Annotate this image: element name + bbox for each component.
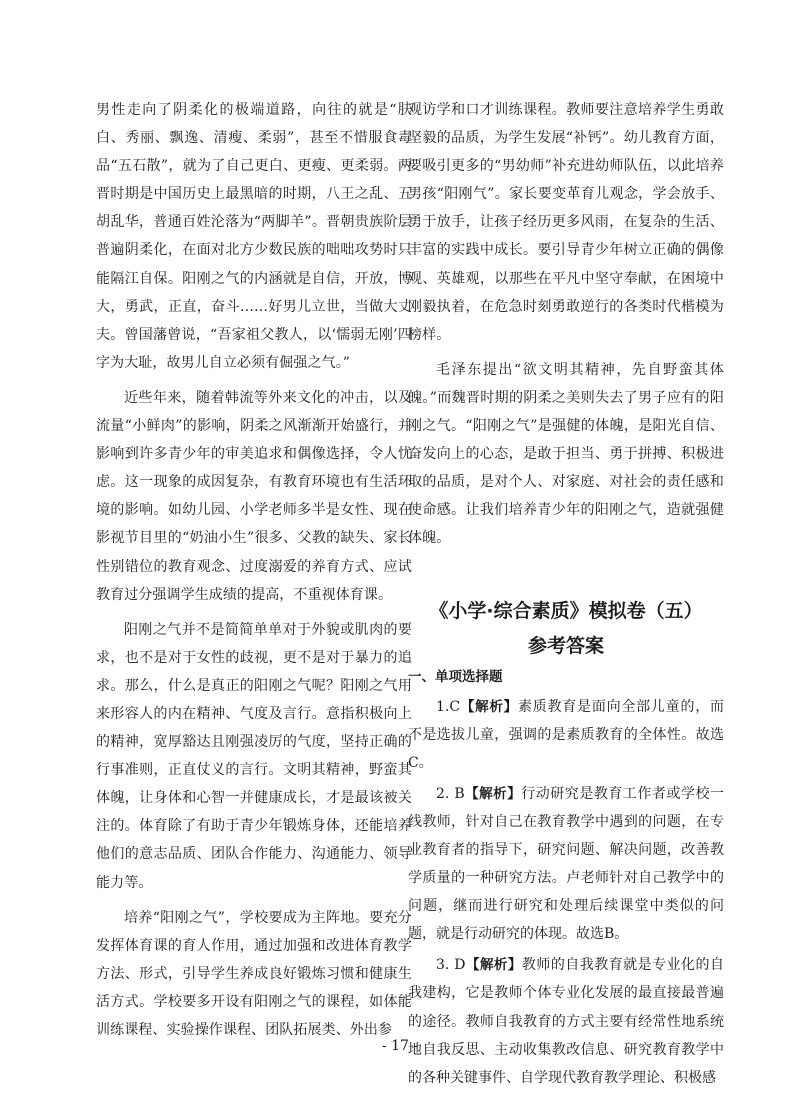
essay-paragraph: 男性走向了阴柔化的极端道路，向往的就是“肤白、秀丽、飘逸、清瘦、柔弱”，甚至不惜服食毒品“五石散”，就为了自己更白、更瘦、更柔弱。两晋时期是中国历史上最黑暗的时期，八王之乱、五胡乱华，普通百姓沦落为“两脚羊”。晋朝贵族阶层普遍阴柔化，在面对北方少数民族的咄咄攻势时只能隔江自保。阳刚之气的内涵就是自信，开放，博大，勇武，正直，奋斗……好男儿立世，当做大丈夫。曾国藩曾说，“吾家祖父教人，以‘懦弱无刚’四字为大耻，故男儿自立必须有倔强之气。” [96,102,412,371]
answer-tag: 【解析】 [460,698,518,715]
right-column [408,96,724,1092]
answer-number: 3. D [436,957,466,974]
answer-item [408,951,724,1091]
section-title: 一、单项选择题 [408,668,503,685]
answer-tag: 【解析】 [465,957,522,974]
answer-text: 行动研究是教育工作者或学校一线教师，针对自己在教育教学中遇到的问题，在专业教育者的指导下，研究问题、解决问题，改善教学质量的一种研究方法。卢老师针对自己教学中的问题，继而进行研究和处理后续课堂中类似的问题，就是行动研究的体现。故选B。 [408,785,725,943]
page-number: - 17 - [381,1038,419,1054]
answer-item [408,780,724,949]
answer-number: 1.C [436,698,461,715]
essay-paragraph: 观访学和口才训练课程。教师要注意培养学生勇敢坚毅的品质，为学生发展“补钙”。幼儿教育方面，要吸引更多的“男幼师”补充进幼师队伍，以此培养男孩“阳刚气”。家长要变革育儿观念，学会放手、勇于放手，让孩子经历更多风雨，在复杂的生活、丰富的实践中成长。要引导青少年树立正确的偶像观、英雄观，以那些在平凡中坚守奉献，在困境中刚毅执着，在危急时刻勇敢逆行的各类时代楷模为榜样。 [408,102,724,343]
essay-paragraph: 毛泽东提出“欲文明其精神，先自野蛮其体魄。”而魏晋时期的阴柔之美则失去了男子应有的阳刚之气。“阳刚之气”是强健的体魄，是阳光自信、奋发向上的心态，是敢于担当、勇于拼搏、积极进取的品质，是对个人、对家庭、对社会的责任感和使命感。让我们培养青少年的阳刚之气，造就强健体魄。 [408,361,724,547]
essay-paragraph: 培养“阳刚之气”，学校要成为主阵地。要充分发挥体育课的育人作用，通过加强和改进体育教学方法、形式，引导学生养成良好锻炼习惯和健康生活方式。学校要多开设有阳刚之气的课程，如体能训练课程、实验操作课程、团队拓展类、外出参 [96,909,412,1038]
essay-paragraph: 阳刚之气并不是简简单单对于外貌或肌肉的要求，也不是对于女性的歧视，更不是对于暴力的追求。那么，什么是真正的阳刚之气呢？阳刚之气用来形容人的内在精神、气度及言行。意指积极向上的精神，宽厚豁达且刚强凌厉的气度，坚持正确的行事准则，正直仗义的言行。文明其精神，野蛮其体魄，让身体和心智一并健康成长，才是最该被关注的。体育除了有助于青少年锻炼身体，还能培养他们的意志品质、团队合作能力、沟通能力、领导能力等。 [96,621,412,891]
paper-subtitle: 参考答案 [527,634,604,657]
paper-title: 《小学·综合素质》模拟卷（五） [429,599,703,622]
answer-key-heading [408,595,724,661]
answer-text: 素质教育是面向全部儿童的，而不是选拔儿童，强调的是素质教育的全体性。故选C。 [408,698,725,771]
answer-text: 教师的自我教育就是专业化的自我建构，它是教师个体专业化发展的最直接最普遍的途径。教师自我教育的方式主要有经常性地系统地自我反思、主动收集教改信息、研究教育教学中的各种关键事件、自学现代教育教学理论、积极感 [408,957,725,1086]
answer-item [408,693,724,777]
answer-number: 2. B [436,785,465,802]
essay-paragraph: 近些年来，随着韩流等外来文化的冲击，以及流量“小鲜肉”的影响，阴柔之风渐渐开始盛行，并影响到许多青少年的审美追求和偶像选择，令人忧虑。这一现象的成因复杂，有教育环境也有生活环境的影响。如幼儿园、小学老师多半是女性、现在影视节目里的“奶油小生”很多、父教的缺失、家长性别错位的教育观念、过度溺爱的养育方式、应试教育过分强调学生成绩的提高，不重视体育课。 [96,389,412,603]
left-column [96,96,412,1044]
answer-tag: 【解析】 [464,785,522,802]
